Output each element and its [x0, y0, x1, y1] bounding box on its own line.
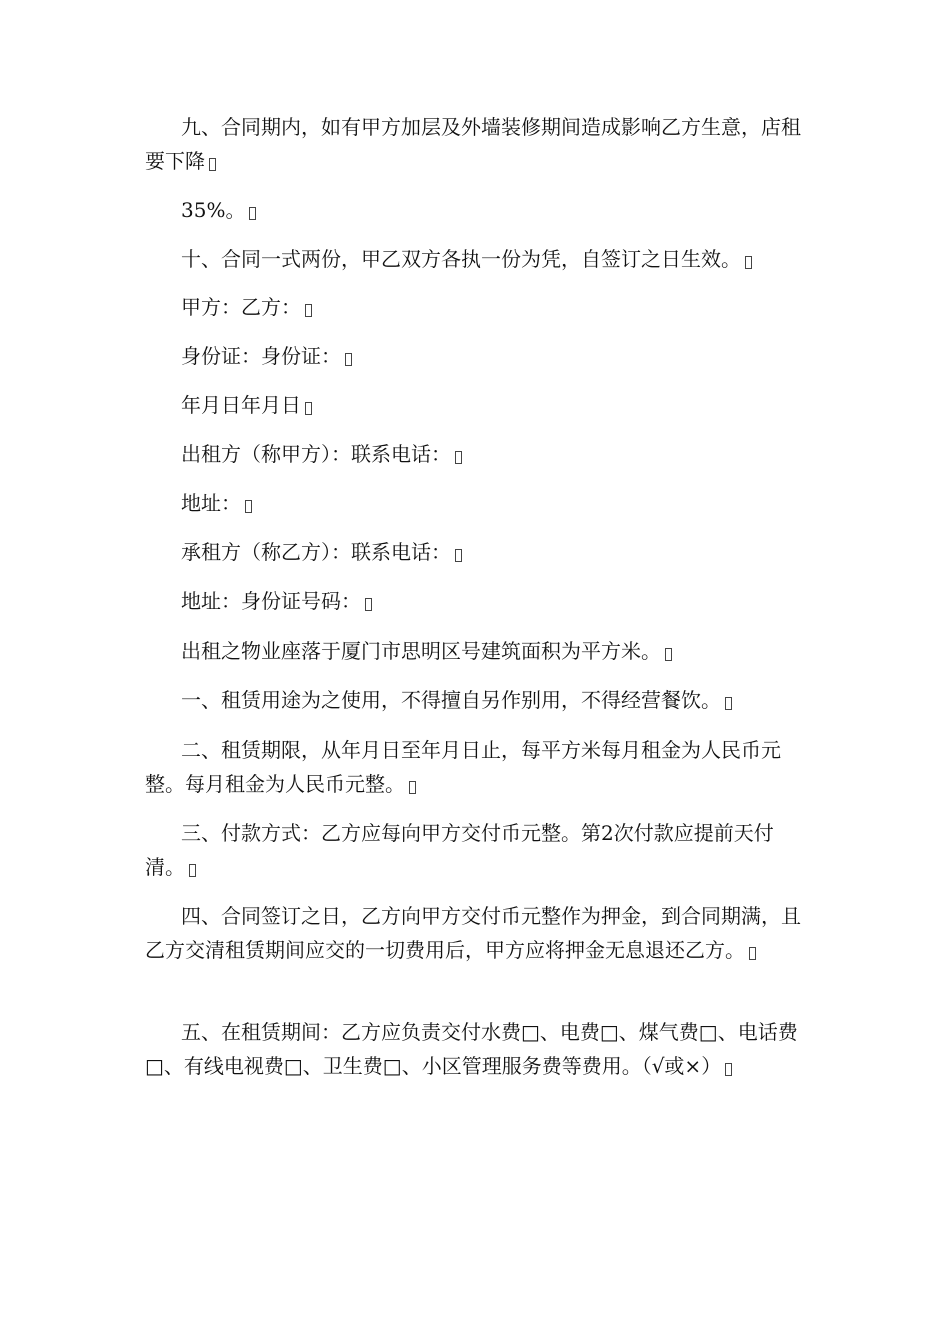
paragraph-mark-icon	[245, 500, 252, 513]
paragraph-text: 三、付款方式：乙方应每向甲方交付币元整。第2次付款应提前天付清。	[145, 821, 774, 879]
date-signature-line	[145, 388, 810, 422]
lessor-line	[145, 437, 810, 471]
paragraph-mark-icon	[345, 353, 352, 366]
paragraph-9	[145, 110, 810, 178]
paragraph-mark-icon	[745, 256, 752, 269]
paragraph-text: 二、租赁期限，从年月日至年月日止，每平方米每月租金为人民币元整。每月租金为人民币元整。	[145, 738, 781, 796]
paragraph-text: 九、合同期内，如有甲方加层及外墙装修期间造成影响乙方生意，店租要下降	[145, 115, 801, 173]
paragraph-mark-icon	[305, 304, 312, 317]
party-signature-line	[145, 290, 810, 324]
paragraph-10	[145, 242, 810, 276]
paragraph-text: 十、合同一式两份，甲乙双方各执一份为凭，自签订之日生效。	[181, 247, 741, 271]
paragraph-text: 年月日年月日	[181, 393, 301, 417]
paragraph-mark-icon	[455, 549, 462, 562]
clause-2	[145, 733, 810, 801]
paragraph-mark-icon	[455, 451, 462, 464]
paragraph-mark-icon	[409, 781, 416, 794]
paragraph-mark-icon	[725, 697, 732, 710]
id-signature-line	[145, 339, 810, 373]
clause-5	[145, 1015, 810, 1083]
paragraph-text: 四、合同签订之日，乙方向甲方交付币元整作为押金，到合同期满，且乙方交清租赁期间应交的一切费用后，甲方应将押金无息退还乙方。	[145, 904, 801, 962]
paragraph-mark-icon	[365, 598, 372, 611]
paragraph-text: 五、在租赁期间：乙方应负责交付水费□、电费□、煤气费□、电话费□、有线电视费□、卫生费□、小区管理服务费等费用。（√或×）	[145, 1020, 798, 1078]
property-location	[145, 634, 810, 668]
lessee-address-line	[145, 584, 810, 618]
paragraph-mark-icon	[189, 864, 196, 877]
paragraph-text: 35%。	[181, 198, 246, 222]
paragraph-mark-icon	[749, 947, 756, 960]
paragraph-text: 出租方（称甲方）：联系电话：	[181, 442, 451, 466]
paragraph-text: 地址：	[181, 491, 241, 515]
paragraph-mark-icon	[665, 648, 672, 661]
paragraph-mark-icon	[725, 1063, 732, 1076]
lessor-address-line	[145, 486, 810, 520]
paragraph-text: 承租方（称乙方）：联系电话：	[181, 540, 451, 564]
paragraph-text: 甲方：乙方：	[181, 295, 301, 319]
paragraph-text: 一、租赁用途为之使用，不得擅自另作别用，不得经营餐饮。	[181, 688, 721, 712]
paragraph-text: 出租之物业座落于厦门市思明区号建筑面积为平方米。	[181, 639, 661, 663]
paragraph-mark-icon	[209, 158, 216, 171]
clause-3	[145, 816, 810, 884]
lessee-line	[145, 535, 810, 569]
paragraph-mark-icon	[249, 207, 256, 220]
clause-1	[145, 683, 810, 717]
paragraph-mark-icon	[305, 402, 312, 415]
paragraph-percent	[145, 193, 810, 227]
paragraph-text: 地址：身份证号码：	[181, 589, 361, 613]
clause-4	[145, 899, 810, 967]
paragraph-text: 身份证：身份证：	[181, 344, 341, 368]
